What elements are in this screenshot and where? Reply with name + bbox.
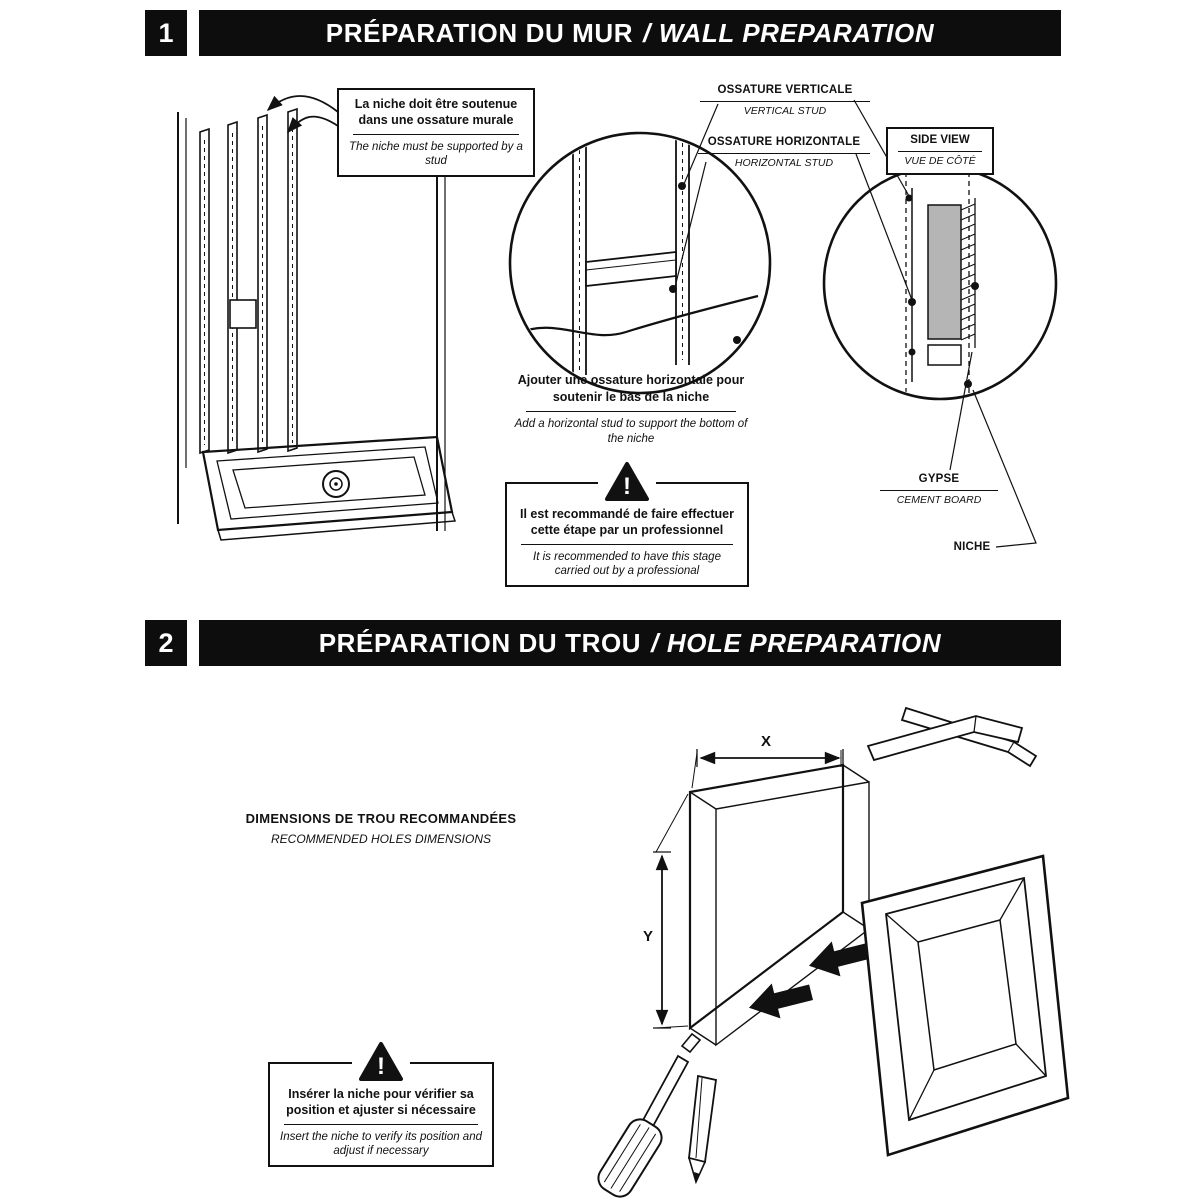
insert-warning-en: Insert the niche to verify its position and adjust if necessary xyxy=(280,1130,482,1158)
niche-box xyxy=(862,856,1068,1155)
stud-support-callout xyxy=(337,88,535,177)
horizontal-stud-label-fr: OSSATURE HORIZONTALE xyxy=(698,135,870,154)
wall-studs xyxy=(200,109,297,453)
cement-board-hatch xyxy=(961,204,975,340)
step2-title-fr: PRÉPARATION DU TROU xyxy=(318,627,642,658)
utility-knives-icon xyxy=(868,708,1036,766)
divider xyxy=(521,544,733,545)
hole-dimensions-fr: DIMENSIONS DE TROU RECOMMANDÉES xyxy=(245,811,517,826)
step2-number-badge xyxy=(145,620,187,666)
insert-arrows-icon xyxy=(745,933,876,1025)
add-stud-note-fr: Ajouter une ossature horizontale pour soutenir le bas de la niche xyxy=(517,373,745,404)
stud-block xyxy=(230,300,256,328)
insert-warning-box xyxy=(268,1053,494,1167)
dimension-lines xyxy=(653,749,843,1028)
insert-warning-fr: Insérer la niche pour vérifier sa position et ajuster si nécessaire xyxy=(286,1087,476,1118)
niche-label-text: NICHE xyxy=(953,541,991,553)
horizontal-stud-label xyxy=(698,135,870,170)
step1-number-badge xyxy=(145,10,187,56)
vertical-stud-label xyxy=(700,83,870,118)
side-view-label-box xyxy=(886,127,994,175)
horizontal-stud-side xyxy=(928,345,961,365)
vertical-stud-label-en: VERTICAL STUD xyxy=(743,104,827,117)
horizontal-stud-label-en: HORIZONTAL STUD xyxy=(734,156,834,169)
gypse-label-en: CEMENT BOARD xyxy=(896,493,982,506)
side-view-circle xyxy=(824,167,1056,400)
professional-warning-box xyxy=(505,473,749,587)
screwdriver-icon xyxy=(594,1034,700,1200)
side-view-label-fr: VUE DE CÔTÉ xyxy=(904,154,976,167)
niche-side-view xyxy=(928,205,961,339)
divider xyxy=(898,151,982,152)
step1-title-en: / WALL PREPARATION xyxy=(643,17,935,48)
warning-exclamation: ! xyxy=(377,1053,385,1080)
step2-title-en: / HOLE PREPARATION xyxy=(651,627,942,658)
add-stud-note xyxy=(512,372,750,448)
dimension-y-label: Y xyxy=(642,928,653,945)
callout-arrows xyxy=(268,96,338,132)
warning-icon xyxy=(352,1041,410,1082)
step1-title-fr: PRÉPARATION DU MUR xyxy=(325,17,634,48)
niche-label xyxy=(946,540,998,556)
hole-dimensions-en: RECOMMENDED HOLES DIMENSIONS xyxy=(270,831,492,846)
warning-exclamation: ! xyxy=(623,473,631,500)
gypse-label-fr: GYPSE xyxy=(880,472,998,491)
step2-header xyxy=(199,620,1061,666)
divider xyxy=(353,134,519,135)
divider xyxy=(284,1124,478,1125)
professional-warning-en: It is recommended to have this stage carried out by a professional xyxy=(533,550,721,578)
pencil-icon xyxy=(689,1076,716,1182)
dimension-x-label: X xyxy=(760,733,771,750)
hole-dimensions-note xyxy=(222,810,540,847)
broken-wall-edge xyxy=(516,296,758,335)
shower-pan xyxy=(203,437,455,540)
professional-warning-fr: Il est recommandé de faire effectuer cette étape par un professionnel xyxy=(520,507,734,538)
step1-number: 1 xyxy=(158,17,174,48)
warning-icon xyxy=(598,461,656,502)
vertical-stud-label-fr: OSSATURE VERTICALE xyxy=(700,83,870,102)
step2-number: 2 xyxy=(158,627,174,658)
gypse-label xyxy=(880,472,998,507)
step1-header xyxy=(199,10,1061,56)
divider xyxy=(526,411,736,412)
stud-support-callout-fr: La niche doit être soutenue dans une ossature murale xyxy=(354,97,518,128)
add-stud-note-en: Add a horizontal stud to support the bottom of the niche xyxy=(514,417,748,446)
stud-support-callout-en: The niche must be supported by a stud xyxy=(349,140,523,168)
side-view-label-en: SIDE VIEW xyxy=(910,134,970,146)
